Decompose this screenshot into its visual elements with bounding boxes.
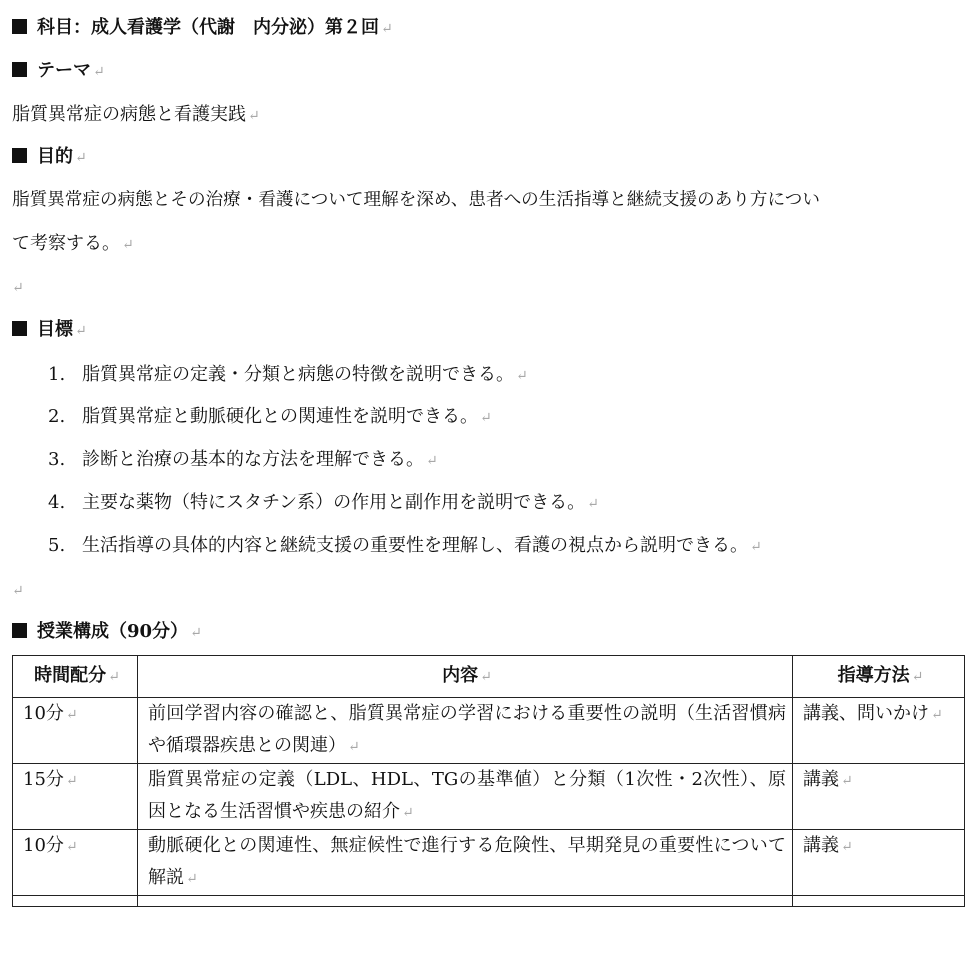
cell-time: 10分 ↵ — [13, 698, 138, 764]
goal-item: 2. 脂質異常症と動脈硬化との関連性を説明できる。 ↵ — [48, 406, 492, 427]
paragraph-mark-icon: ↵ — [480, 410, 492, 426]
paragraph-mark-icon: ↵ — [750, 539, 762, 555]
cell-mark-icon: ↵ — [480, 669, 492, 685]
cell-mark-icon: ↵ — [402, 805, 414, 821]
paragraph-mark-icon: ↵ — [248, 108, 260, 124]
square-bullet-icon — [12, 19, 27, 34]
table-header-row — [13, 656, 965, 698]
cell-mark-icon: ↵ — [108, 669, 120, 685]
paragraph-mark-icon: ↵ — [587, 496, 599, 512]
cell-method: 講義 ↵ — [793, 830, 965, 896]
paragraph-mark-icon: ↵ — [75, 150, 87, 166]
theme-text: 脂質異常症の病態と看護実践 ↵ — [12, 104, 260, 125]
table-row — [13, 830, 965, 896]
square-bullet-icon — [12, 623, 27, 638]
goal-item: 3. 診断と治療の基本的な方法を理解できる。 ↵ — [48, 449, 438, 470]
paragraph-mark-icon: ↵ — [93, 64, 105, 80]
goal-item: 5. 生活指導の具体的内容と継続支援の重要性を理解し、看護の視点から説明できる。 ↵ — [48, 535, 762, 556]
cell-mark-icon: ↵ — [348, 739, 360, 755]
structure-heading: 授業構成（90分） ↵ — [12, 620, 202, 645]
cell-content: 脂質異常症の定義（LDL、HDL、TGの基準値）と分類（1次性・2次性）、原因となる生活習慣や疾患の紹介 ↵ — [138, 764, 793, 830]
header-method: 指導方法 ↵ — [793, 656, 965, 698]
cell-mark-icon: ↵ — [911, 669, 924, 685]
cell-method: 講義、問いかけ ↵ — [793, 698, 965, 764]
cell-mark-icon: ↵ — [186, 871, 198, 887]
cell-time: 10分 ↵ — [13, 830, 138, 896]
cell-content: 動脈硬化との関連性、無症候性で進行する危険性、早期発見の重要性について解説 ↵ — [138, 830, 793, 896]
purpose-text-line-2: て考察する。 ↵ — [12, 233, 134, 254]
cell-mark-icon: ↵ — [65, 839, 78, 855]
empty-paragraph — [12, 578, 24, 603]
purpose-heading: 目的 ↵ — [12, 145, 87, 170]
theme-heading: テーマ ↵ — [12, 59, 105, 84]
lesson-plan-table — [12, 655, 965, 907]
paragraph-mark-icon: ↵ — [516, 368, 528, 384]
purpose-text-line-1: 脂質異常症の病態とその治療・看護について理解を深め、患者への生活指導と継続支援のあり方につい — [12, 190, 820, 210]
paragraph-mark-icon: ↵ — [190, 625, 202, 641]
cell-content: 前回学習内容の確認と、脂質異常症の学習における重要性の説明（生活習慣病や循環器疾患との関連） ↵ — [138, 698, 793, 764]
cell-content — [138, 896, 793, 907]
cell-method: 講義 ↵ — [793, 764, 965, 830]
empty-paragraph — [12, 275, 24, 300]
header-content: 内容 ↵ — [138, 656, 793, 698]
cell-mark-icon: ↵ — [65, 773, 78, 789]
cell-time: 15分 ↵ — [13, 764, 138, 830]
cell-mark-icon: ↵ — [931, 707, 943, 723]
goal-item: 4. 主要な薬物（特にスタチン系）の作用と副作用を説明できる。 ↵ — [48, 492, 599, 513]
cell-mark-icon: ↵ — [841, 773, 853, 789]
square-bullet-icon — [12, 148, 27, 163]
cell-time — [13, 896, 138, 907]
table-row — [13, 764, 965, 830]
cell-mark-icon: ↵ — [841, 839, 853, 855]
table-row — [13, 698, 965, 764]
goal-item: 1. 脂質異常症の定義・分類と病態の特徴を説明できる。 ↵ — [48, 364, 528, 385]
square-bullet-icon — [12, 62, 27, 77]
goals-heading: 目標 ↵ — [12, 318, 87, 343]
paragraph-mark-icon: ↵ — [426, 453, 438, 469]
table-row — [13, 896, 965, 907]
cell-method — [793, 896, 965, 907]
paragraph-mark-icon: ↵ — [12, 280, 24, 296]
cell-mark-icon: ↵ — [65, 707, 78, 723]
paragraph-mark-icon: ↵ — [122, 237, 134, 253]
course-title: 科目：成人看護学（代謝 内分泌）第２回 ↵ — [12, 16, 393, 41]
paragraph-mark-icon: ↵ — [75, 323, 87, 339]
paragraph-mark-icon: ↵ — [12, 583, 24, 599]
paragraph-mark-icon: ↵ — [381, 21, 393, 37]
square-bullet-icon — [12, 321, 27, 336]
header-time: 時間配分 ↵ — [13, 656, 138, 698]
